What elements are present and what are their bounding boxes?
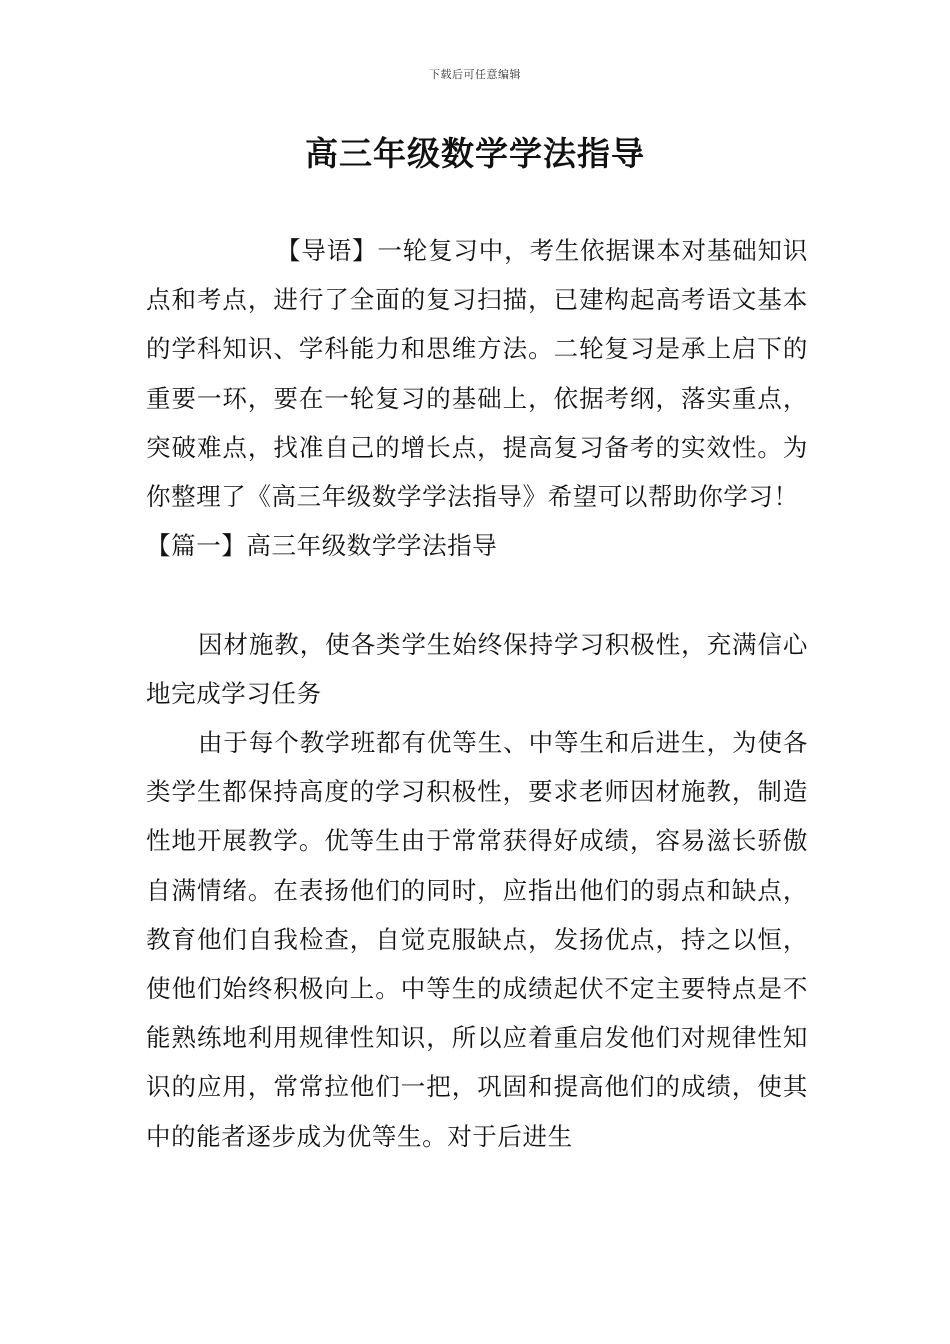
body-paragraph-2: 由于每个教学班都有优等生、中等生和后进生，为使各类学生都保持高度的学习积极性，要求老师因材施教，制造性地开展教学。优等生由于常常获得好成绩，容易滋长骄傲自满情绪。在表扬他们的同时，应指出他们的弱点和缺点，教育他们自我检查，自觉克服缺点，发扬优点，持之以恒，使他们始终积极向上。中等生的成绩起伏不定主要特点是不能熟练地利用规律性知识，所以应着重启发他们对规律性知识的应用，常常拉他们一把，巩固和提高他们的成绩，使其中的能者逐步成为优等生。对于后进生 [146,728,808,1151]
header-note: 下载后可任意编辑 [429,68,521,81]
section-heading: 【篇一】高三年级数学学法指导 [146,531,498,561]
intro-paragraph: 【导语】一轮复习中，考生依据课本对基础知识点和考点，进行了全面的复习扫描，已建构起高考语文基本的学科知识、学科能力和思维方法。二轮复习是承上启下的重要一环，要在一轮复习的基础上，依据考纲，落实重点，突破难点，找准自己的增长点，提高复习备考的实效性。为你整理了《高三年级数学学法指导》希望可以帮助你学习！ [146,236,808,512]
body-paragraph-1: 因材施教，使各类学生始终保持学习积极性，充满信心地完成学习任务 [146,629,808,708]
paragraph-spacer [146,570,808,619]
document-body [146,226,808,1161]
document-title: 高三年级数学学法指导 [305,134,645,173]
